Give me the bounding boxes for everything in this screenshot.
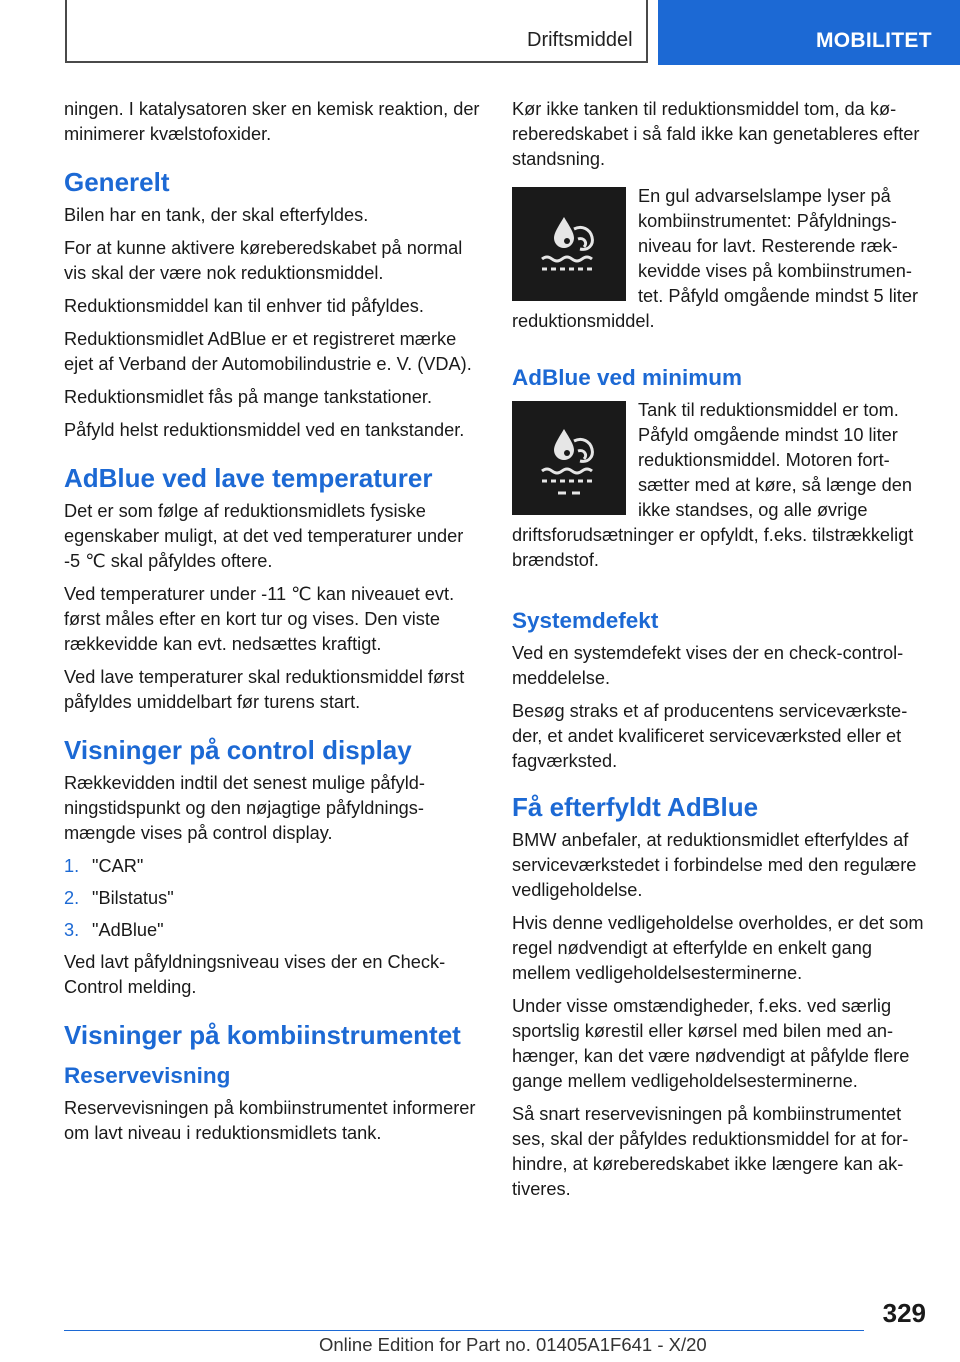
- section-title: Driftsmiddel: [527, 29, 633, 51]
- paragraph: For at kunne aktivere køreberedskabet på normal vis skal der være nok reduktionsmiddel.: [64, 238, 463, 283]
- heading-efterfyldt: Få efterfyldt AdBlue: [512, 792, 759, 822]
- footer-divider: [64, 1330, 864, 1331]
- paragraph: Under visse omstændigheder, f.eks. ved særlig sportslig kørestil eller kørsel med bilen med anhænger, kan det være nødvendigt at påfylde flere gange mellem vedligeholdelsesterminerne.: [512, 996, 910, 1091]
- paragraph: BMW anbefaler, at reduktionsmidlet efterfyldes af serviceværkstedet i forbindelse med den regulære vedligeholdelse.: [512, 830, 917, 900]
- intro-text: Kør ikke tanken til reduktionsmiddel tom, da køreberedskabet i så fald ikke kan genetableres efter standsning.: [512, 99, 920, 169]
- paragraph: Hvis denne vedligeholdelse overholdes, er det som regel nødvendigt at efterfylde en enkelt gang mellem vedligeholdelsesterminerne.: [512, 913, 924, 983]
- heading-lave-temperaturer: AdBlue ved lave temperaturer: [64, 463, 433, 493]
- list-number: 3.: [64, 920, 80, 940]
- paragraph: Ved lavt påfyldningsniveau vises der en Check-Control melding.: [64, 952, 446, 997]
- paragraph: Reduktionsmiddel kan til enhver tid påfyldes.: [64, 296, 424, 316]
- paragraph: Reduktionsmidlet fås på mange tankstationer.: [64, 387, 433, 407]
- subheading-reservevisning: Reservevisning: [64, 1063, 231, 1088]
- paragraph: Påfyld helst reduktionsmiddel ved en tankstander.: [64, 420, 465, 440]
- list-item: [64, 886, 480, 911]
- warning-empty-block: [512, 398, 928, 581]
- heading-kombiinstrumentet: Visninger på kombiinstrumentet: [64, 1020, 461, 1050]
- paragraph: Så snart reservevisningen på kombiinstrumentet ses, skal der påfyldes reduktionsmiddel for at forhindre, at køreberedskabet ikke længere kan aktiveres.: [512, 1104, 909, 1199]
- paragraph: Reduktionsmidlet AdBlue er et registreret mærke ejet af Verband der Automobilindustrie e. V. (VDA).: [64, 329, 472, 374]
- list-number: 2.: [64, 888, 80, 908]
- heading-generelt: Generelt: [64, 167, 170, 197]
- list-text: "Bilstatus": [92, 888, 174, 908]
- adblue-warning-icon: [512, 187, 626, 301]
- paragraph: Reservevisningen på kombiinstrumentet informerer om lavt niveau i reduktionsmidlets tank.: [64, 1098, 476, 1143]
- warning-empty-text: Tank til reduktionsmiddel er tom. Påfyld omgående mindst 10 liter reduktionsmiddel. Motoren fortsætter med at køre, så længe den ikke standses, og alle øvrige driftsforudsætninger er opfyldt, f.eks. tilstrækkeligt brændstof.: [512, 400, 914, 570]
- edition-text: Online Edition for Part no. 01405A1F641 - X/20: [319, 1334, 707, 1355]
- list-item: [64, 918, 480, 943]
- paragraph: Ved temperaturer under -11 ℃ kan niveauet evt. først måles efter en kort tur og vises. Den viste rækkevidde kan evt. nedsættes kraftigt.: [64, 584, 455, 654]
- page-number: 329: [882, 1298, 926, 1328]
- heading-control-display: Visninger på control display: [64, 735, 412, 765]
- warning-low-text: En gul advarselslampe lyser på kombiinstrumentet: Påfyldningsniveau for lavt. Resterende rækkevidde vises på kombiinstrumentet. Påfyld omgående mindst 5 liter reduktionsmiddel.: [512, 186, 919, 331]
- list-item: [64, 854, 480, 879]
- paragraph: Besøg straks et af producentens serviceværksteder, et andet kvalificeret serviceværksted eller et fagværksted.: [512, 701, 908, 771]
- left-column: [64, 97, 480, 1154]
- heading-minimum: AdBlue ved minimum: [512, 365, 743, 390]
- heading-systemdefekt: Systemdefekt: [512, 608, 659, 633]
- list-text: "AdBlue": [92, 920, 164, 940]
- paragraph: Ved lave temperaturer skal reduktionsmiddel først påfyldes umiddelbart før turens start.: [64, 667, 465, 712]
- adblue-empty-icon: [512, 401, 626, 515]
- paragraph: Rækkevidden indtil det senest mulige påfyldningstidspunkt og den nøjagtige påfyldningsmængde vises på control display.: [64, 773, 425, 843]
- menu-path-list: [64, 854, 480, 943]
- list-number: 1.: [64, 856, 80, 876]
- chapter-tab[interactable]: MOBILITET: [658, 0, 960, 65]
- warning-low-block: [512, 184, 928, 342]
- paragraph: Ved en systemdefekt vises der en check-control-meddelelse.: [512, 643, 904, 688]
- paragraph: Det er som følge af reduktionsmidlets fysiske egenskaber muligt, at det ved temperaturer under -5 ℃ skal påfyldes oftere.: [64, 501, 464, 571]
- intro-text: ningen. I katalysatoren sker en kemisk reaktion, der minimerer kvælstofoxider.: [64, 99, 480, 144]
- paragraph: Bilen har en tank, der skal efterfyldes.: [64, 205, 369, 225]
- list-text: "CAR": [92, 856, 144, 876]
- right-column: [512, 97, 928, 1210]
